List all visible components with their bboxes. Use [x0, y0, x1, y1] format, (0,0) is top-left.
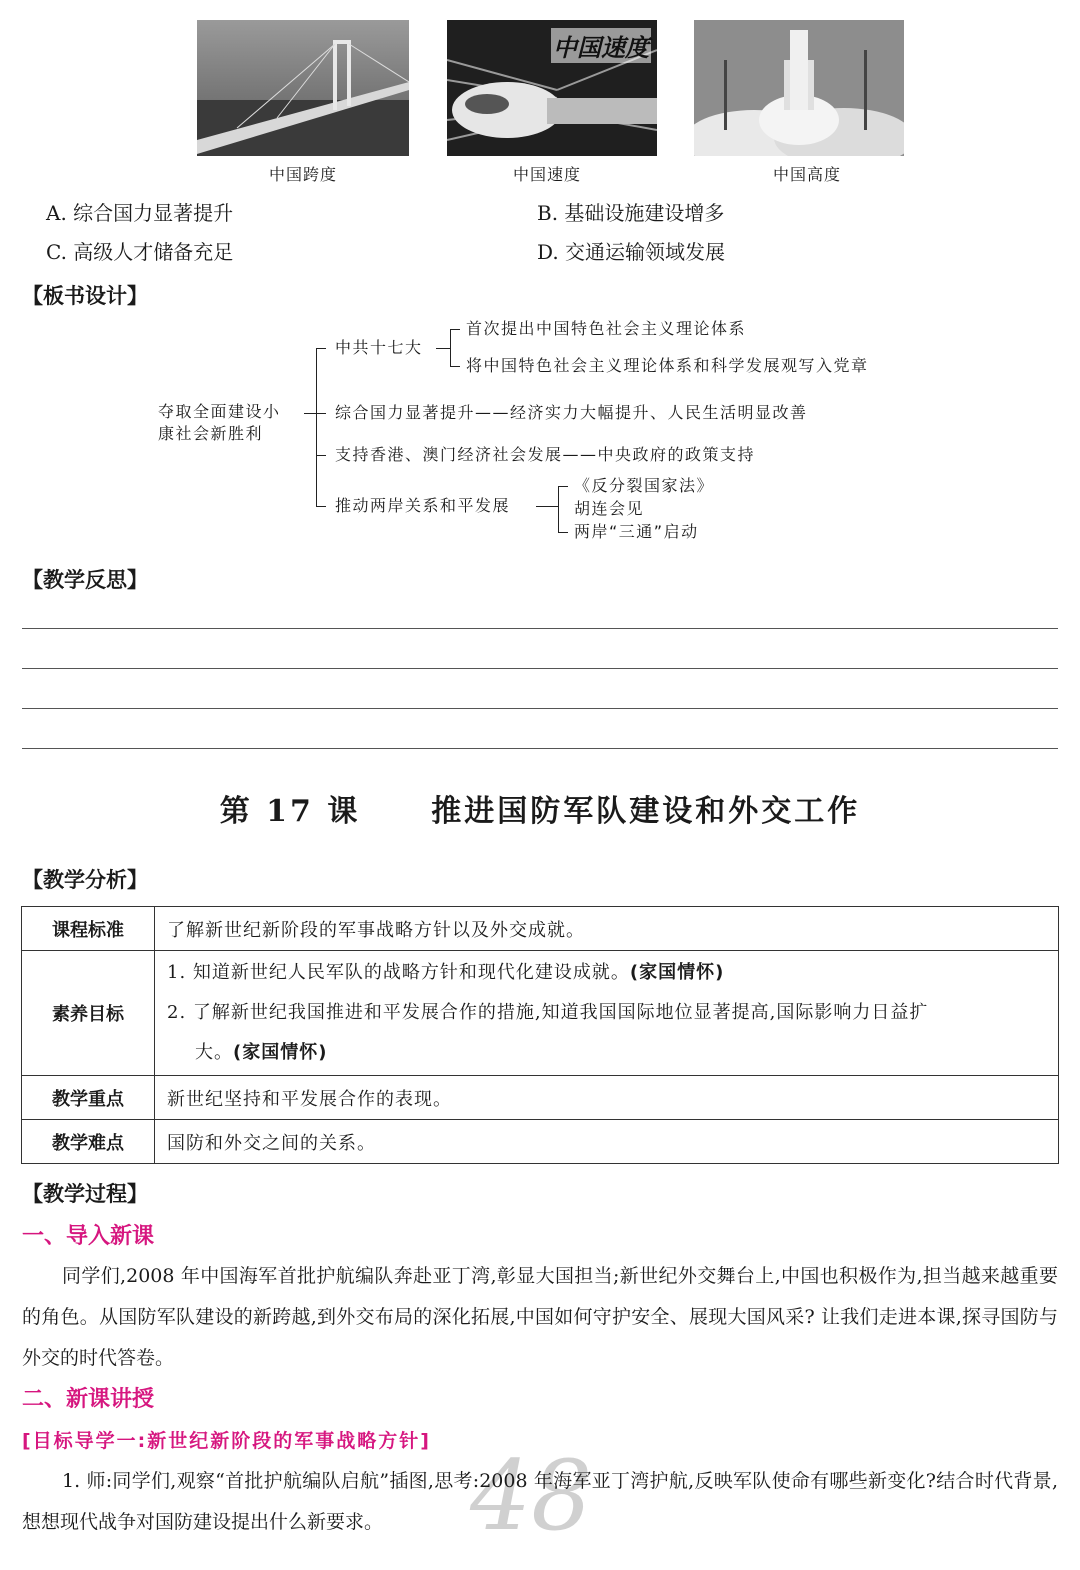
diagram-node-national-strength: 综合国力显著提升——经济实力大幅提升、人民生活明显改善: [335, 403, 808, 422]
reflection-line-4: [22, 748, 1058, 749]
standard-key: 课程标准: [22, 907, 155, 951]
diagram-node-anti-secession-law: 《反分裂国家法》: [574, 476, 715, 495]
literacy-value: [155, 951, 1059, 1076]
table-row: [22, 1076, 1059, 1120]
diagram-node-hk-macau: 支持香港、澳门经济社会发展——中央政府的政策支持: [335, 445, 756, 464]
table-row: [22, 907, 1059, 951]
section-intro-heading: 一、导入新课: [22, 1224, 155, 1249]
difficulty-key: 教学难点: [22, 1120, 155, 1164]
table-row: [22, 1120, 1059, 1164]
literacy-tag-1: (家国情怀): [629, 962, 725, 983]
intro-paragraph: 同学们,2008 年中国海军首批护航编队奔赴亚丁湾,彰显大国担当;新世纪外交舞台上,中国也积极作为,担当越来越重要的角色。从国防军队建设的新跨越,到外交布局的深化拓展,中国如何守护安全、展现大国风采? 让我们走进本课,探寻国防与外交的时代答卷。: [22, 1265, 1058, 1369]
train-photo: [447, 20, 657, 156]
lesson-number: 第 17 课: [219, 794, 361, 829]
literacy-item-2-cont: 大。(家国情怀): [195, 1042, 328, 1063]
focus-value: 新世纪坚持和平发展合作的表现。: [155, 1076, 1059, 1120]
diagram-node-written-into-charter: 将中国特色社会主义理论体系和科学发展观写入党章: [466, 356, 869, 375]
standard-value: 了解新世纪新阶段的军事战略方针以及外交成就。: [155, 907, 1059, 951]
lesson-title: [0, 786, 1080, 830]
photo-caption-height: 中国高度: [772, 165, 841, 184]
train-overlay-text: 中国速度: [551, 28, 651, 63]
option-a: A. 综合国力显著提升: [46, 201, 234, 225]
question-1: 1. 师:同学们,观察“首批护航编队启航”插图,思考:2008 年海军亚丁湾护航,反映军队使命有哪些新变化?结合时代背景,想想现代战争对国防建设提出什么新要求。: [22, 1470, 1058, 1533]
difficulty-value: 国防和外交之间的关系。: [155, 1120, 1059, 1164]
diagram-root-line1: 夺取全面建设小: [158, 402, 281, 421]
table-row: [22, 951, 1059, 1076]
literacy-item-1: 1. 知道新世纪人民军队的战略方针和现代化建设成就。(家国情怀): [167, 962, 725, 983]
page-number: 48: [470, 1440, 593, 1552]
board-design-heading: 【板书设计】: [22, 284, 148, 308]
option-d: D. 交通运输领域发展: [537, 240, 726, 264]
analysis-heading: 【教学分析】: [22, 868, 148, 892]
bridge-photo: [197, 20, 409, 156]
literacy-item-2: 2. 了解新世纪我国推进和平发展合作的措施,知道我国国际地位显著提高,国际影响力日益扩: [167, 1002, 929, 1023]
analysis-table: [21, 906, 1059, 1164]
lesson-name: 推进国防军队建设和外交工作: [431, 794, 861, 829]
diagram-node-three-links: 两岸“三通”启动: [574, 522, 699, 541]
goal-guide-1: [目标导学一:新世纪新阶段的军事战略方针]: [22, 1430, 431, 1452]
diagram-root-line2: 康社会新胜利: [158, 424, 264, 443]
photo-caption-speed: 中国速度: [512, 165, 581, 184]
focus-key: 教学重点: [22, 1076, 155, 1120]
literacy-key: 素养目标: [22, 951, 155, 1076]
diagram-node-hu-lien-meeting: 胡连会见: [574, 499, 645, 518]
reflection-line-3: [22, 708, 1058, 709]
rocket-photo: [694, 20, 904, 156]
reflection-line-1: [22, 628, 1058, 629]
diagram-node-first-proposed: 首次提出中国特色社会主义理论体系: [466, 319, 747, 338]
section-new-lesson-heading: 二、新课讲授: [22, 1387, 155, 1412]
option-b: B. 基础设施建设增多: [537, 201, 725, 225]
option-c: C. 高级人才储备充足: [46, 240, 234, 264]
reflection-heading: 【教学反思】: [22, 568, 148, 592]
diagram-node-cross-strait: 推动两岸关系和平发展: [335, 496, 511, 515]
diagram-node-17th-congress: 中共十七大: [335, 338, 423, 357]
process-heading: 【教学过程】: [22, 1182, 148, 1206]
literacy-tag-2: (家国情怀): [233, 1042, 328, 1063]
reflection-line-2: [22, 668, 1058, 669]
photo-caption-span: 中国跨度: [268, 165, 337, 184]
